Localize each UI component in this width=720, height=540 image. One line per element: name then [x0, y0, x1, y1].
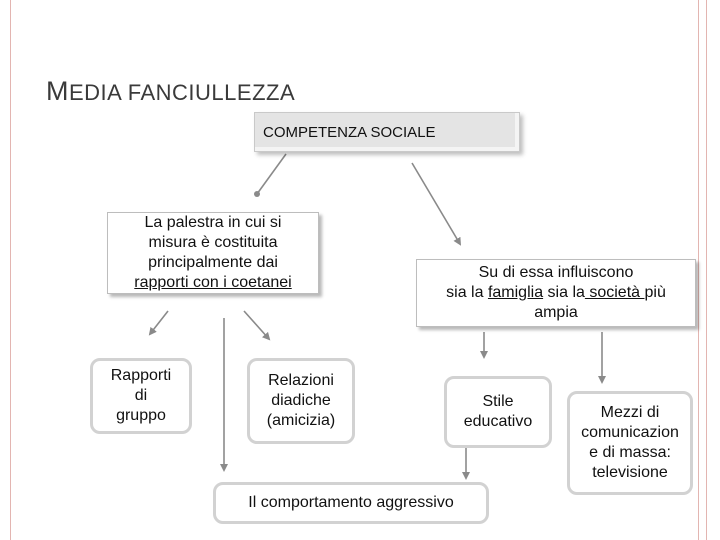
palestra-line-4: rapporti con i coetanei — [134, 274, 292, 291]
influenze-text-c: sia la — [543, 284, 585, 301]
influenze-text-e: più — [644, 284, 666, 301]
palestra-line-2: misura è costituita — [148, 234, 278, 251]
influenze-line-1: Su di essa influiscono — [478, 264, 634, 281]
competenza-sociale-label: COMPETENZA SOCIALE — [263, 123, 436, 141]
stile-line-1: Stile — [482, 393, 514, 410]
influenze-line-2 — [446, 283, 666, 303]
comportamento-aggressivo-box — [213, 482, 489, 524]
stile-line-2: educativo — [463, 413, 533, 430]
influenze-line-3: ampia — [534, 304, 578, 321]
gruppo-line-2: di — [134, 387, 148, 404]
aggressivo-label: Il comportamento aggressivo — [248, 494, 454, 511]
palestra-line-1: La palestra in cui si — [144, 214, 282, 231]
mezzi-line-2: comunicazion — [581, 424, 679, 441]
influenze-societa: società — [584, 284, 645, 301]
arrow-competenza-to-palestra — [257, 154, 286, 194]
relazioni-diadiche-box — [247, 358, 355, 444]
influenze-famiglia: famiglia — [487, 284, 544, 301]
diadiche-line-1: Relazioni — [268, 372, 334, 389]
mezzi-line-4: televisione — [592, 464, 668, 481]
stile-educativo-box — [444, 376, 552, 448]
palestra-line-3: principalmente dai — [148, 254, 278, 271]
mezzi-line-3: e di massa: — [589, 444, 671, 461]
influenze-text-a: sia la — [446, 284, 488, 301]
influenze-box — [416, 259, 696, 327]
gruppo-line-1: Rapporti — [110, 367, 172, 384]
competenza-sociale-box — [254, 112, 520, 152]
title-rest: EDIA FANCIULLEZZA — [69, 80, 296, 105]
title-first-letter: M — [46, 76, 69, 106]
palestra-box — [107, 212, 319, 294]
arrow-palestra-to-gruppo — [150, 311, 168, 334]
arrow-palestra-to-diadiche — [244, 311, 269, 339]
diadiche-line-2: diadiche — [271, 392, 331, 409]
gruppo-line-3: gruppo — [116, 407, 166, 424]
mezzi-line-1: Mezzi di — [600, 404, 660, 421]
arrow-competenza-to-influenze — [412, 163, 460, 244]
mezzi-comunicazione-box — [567, 391, 693, 495]
diadiche-line-3: (amicizia) — [266, 412, 336, 429]
rapporti-gruppo-box — [90, 358, 192, 434]
